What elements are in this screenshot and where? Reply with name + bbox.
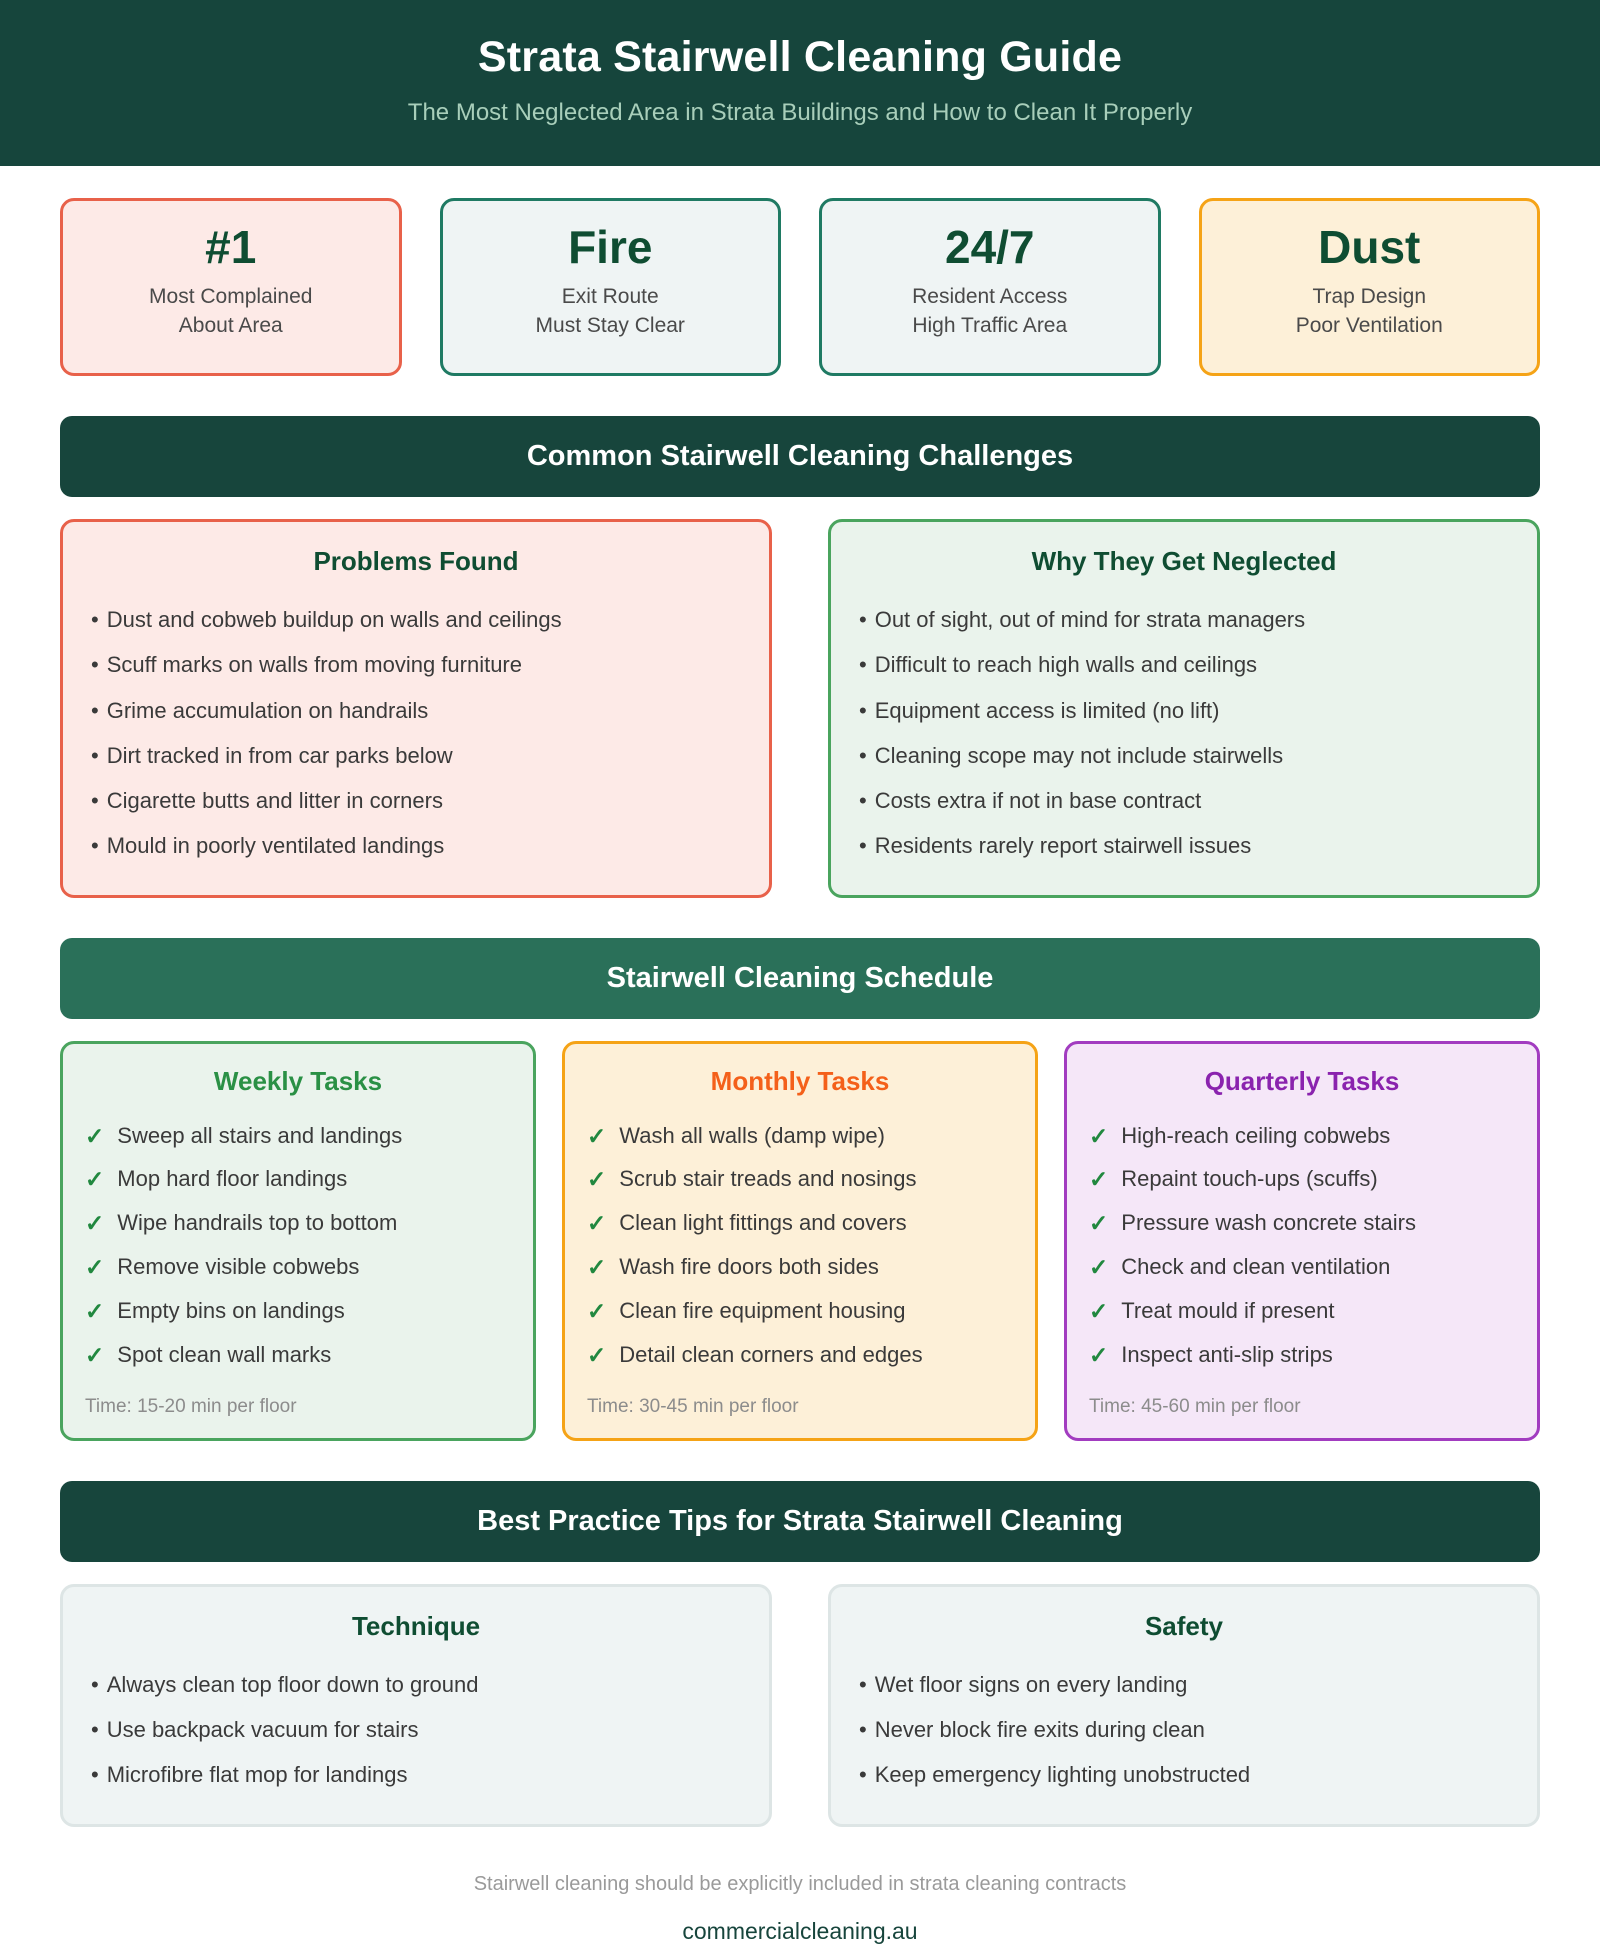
list-item <box>85 1115 511 1159</box>
footer-brand: commercialcleaning.au <box>682 1917 918 1944</box>
bullet-icon: • <box>859 607 867 633</box>
list-item-label: Use backpack vacuum for stairs <box>106 1717 419 1743</box>
task-card-quarterly <box>1064 1041 1540 1441</box>
panel-why-neglected <box>828 519 1540 897</box>
list-item-label: Equipment access is limited (no lift) <box>874 697 1220 723</box>
list-item <box>89 823 743 868</box>
check-icon: ✓ <box>85 1254 105 1281</box>
stat-caption-line-2: Must Stay Clear <box>535 313 685 337</box>
check-icon: ✓ <box>85 1341 105 1368</box>
check-icon: ✓ <box>587 1341 607 1368</box>
task-time-estimate: Time: 45-60 min per floor <box>1089 1395 1301 1417</box>
stat-caption-line-1: Most Complained <box>149 284 313 308</box>
list-item-label: Pressure wash concrete stairs <box>1121 1210 1416 1236</box>
list-item-label: Keep emergency lighting unobstructed <box>874 1762 1251 1788</box>
quarterly-task-list <box>1089 1115 1515 1378</box>
panel-technique <box>60 1584 772 1827</box>
list-item <box>587 1290 1013 1334</box>
list-item-label: Clean light fittings and covers <box>619 1210 907 1236</box>
list-item <box>857 597 1511 642</box>
list-item-label: Wipe handrails top to bottom <box>117 1210 398 1236</box>
technique-list <box>89 1662 743 1798</box>
list-item <box>857 1707 1511 1752</box>
bullet-icon: • <box>859 1717 867 1743</box>
list-item-label: Detail clean corners and edges <box>619 1341 923 1367</box>
check-icon: ✓ <box>1089 1341 1109 1368</box>
bullet-icon: • <box>859 833 867 859</box>
check-icon: ✓ <box>1089 1254 1109 1281</box>
list-item <box>85 1202 511 1246</box>
list-item <box>587 1334 1013 1378</box>
weekly-task-list <box>85 1115 511 1378</box>
list-item <box>85 1334 511 1378</box>
check-icon: ✓ <box>85 1166 105 1193</box>
list-item <box>1089 1158 1515 1202</box>
task-card-title: Monthly Tasks <box>710 1065 890 1096</box>
bullet-icon: • <box>859 1671 867 1697</box>
panel-problems-found <box>60 519 772 897</box>
list-item-label: Costs extra if not in base contract <box>874 788 1202 814</box>
bullet-icon: • <box>91 697 99 723</box>
task-time-estimate: Time: 30-45 min per floor <box>587 1395 799 1417</box>
stat-caption-line-2: About Area <box>178 313 283 337</box>
bullet-icon: • <box>91 1762 99 1788</box>
check-icon: ✓ <box>587 1254 607 1281</box>
list-item-label: Cleaning scope may not include stairwells <box>874 742 1284 768</box>
list-item <box>857 733 1511 778</box>
list-item-label: Wash all walls (damp wipe) <box>619 1122 885 1148</box>
bullet-icon: • <box>91 1671 99 1697</box>
list-item-label: Dust and cobweb buildup on walls and ceilings <box>106 607 562 633</box>
bullet-icon: • <box>91 652 99 678</box>
task-card-monthly <box>562 1041 1038 1441</box>
footer-note: Stairwell cleaning should be explicitly included in strata cleaning contracts <box>473 1872 1127 1895</box>
panel-title: Why They Get Neglected <box>1031 546 1337 577</box>
bullet-icon: • <box>859 788 867 814</box>
list-item <box>587 1202 1013 1246</box>
list-item-label: Scuff marks on walls from moving furniture <box>106 652 522 678</box>
challenges-panels <box>0 497 1600 897</box>
page-title: Strata Stairwell Cleaning Guide <box>477 33 1123 81</box>
list-item-label: Clean fire equipment housing <box>619 1298 906 1324</box>
stat-caption-line-1: Resident Access <box>912 284 1068 308</box>
check-icon: ✓ <box>587 1210 607 1237</box>
bullet-icon: • <box>91 833 99 859</box>
list-item-label: Spot clean wall marks <box>117 1341 332 1367</box>
bullet-icon: • <box>91 607 99 633</box>
stat-caption <box>832 283 1148 341</box>
list-item <box>89 778 743 823</box>
stat-card-resident-access <box>819 198 1161 376</box>
list-item-label: Cigarette butts and litter in corners <box>106 788 443 814</box>
stat-card-row <box>0 166 1600 376</box>
task-card-title: Weekly Tasks <box>213 1065 383 1096</box>
section-banner-challenges: Common Stairwell Cleaning Challenges <box>60 416 1540 497</box>
section-banner-best-practice: Best Practice Tips for Strata Stairwell Cleaning <box>60 1481 1540 1562</box>
panel-title: Problems Found <box>313 546 519 577</box>
check-icon: ✓ <box>587 1166 607 1193</box>
list-item <box>1089 1246 1515 1290</box>
list-item-label: Treat mould if present <box>1121 1298 1335 1324</box>
task-time-estimate: Time: 15-20 min per floor <box>85 1395 297 1417</box>
list-item-label: Remove visible cobwebs <box>117 1254 360 1280</box>
stat-card-dust-trap <box>1199 198 1541 376</box>
list-item <box>1089 1334 1515 1378</box>
list-item-label: Check and clean ventilation <box>1121 1254 1391 1280</box>
list-item <box>857 1752 1511 1797</box>
list-item <box>89 733 743 778</box>
list-item-label: Difficult to reach high walls and ceilings <box>874 652 1258 678</box>
list-item-label: Sweep all stairs and landings <box>117 1122 403 1148</box>
list-item <box>89 597 743 642</box>
list-item <box>857 778 1511 823</box>
list-item-label: Grime accumulation on handrails <box>106 697 429 723</box>
list-item <box>1089 1290 1515 1334</box>
task-card-title: Quarterly Tasks <box>1204 1065 1400 1096</box>
panel-title: Technique <box>351 1610 481 1641</box>
check-icon: ✓ <box>1089 1298 1109 1325</box>
check-icon: ✓ <box>85 1298 105 1325</box>
stat-caption <box>1212 283 1528 341</box>
list-item-label: Dirt tracked in from car parks below <box>106 742 453 768</box>
stat-caption-line-2: Poor Ventilation <box>1295 313 1443 337</box>
schedule-cards <box>0 1019 1600 1441</box>
list-item <box>89 642 743 687</box>
safety-list <box>857 1662 1511 1798</box>
stat-card-most-complained <box>60 198 402 376</box>
list-item-label: Mould in poorly ventilated landings <box>106 833 445 859</box>
neglected-list <box>857 597 1511 868</box>
list-item-label: Wet floor signs on every landing <box>874 1671 1188 1697</box>
panel-safety <box>828 1584 1540 1827</box>
page-footer <box>0 1827 1600 1945</box>
check-icon: ✓ <box>587 1298 607 1325</box>
list-item-label: Residents rarely report stairwell issues <box>874 833 1252 859</box>
list-item-label: Wash fire doors both sides <box>619 1254 879 1280</box>
list-item <box>89 1752 743 1797</box>
list-item-label: Microfibre flat mop for landings <box>106 1762 408 1788</box>
panel-title: Safety <box>1144 1610 1224 1641</box>
stat-caption <box>453 283 769 341</box>
stat-caption-line-1: Exit Route <box>561 284 659 308</box>
bullet-icon: • <box>91 788 99 814</box>
list-item-label: Always clean top floor down to ground <box>106 1671 479 1697</box>
check-icon: ✓ <box>85 1210 105 1237</box>
bullet-icon: • <box>859 1762 867 1788</box>
list-item <box>85 1290 511 1334</box>
stat-value: Dust <box>1318 221 1421 274</box>
list-item <box>89 1707 743 1752</box>
list-item <box>857 1662 1511 1707</box>
monthly-task-list <box>587 1115 1013 1378</box>
stat-caption-line-2: High Traffic Area <box>912 313 1068 337</box>
bullet-icon: • <box>91 742 99 768</box>
stat-value: 24/7 <box>944 221 1035 274</box>
list-item-label: High-reach ceiling cobwebs <box>1121 1122 1391 1148</box>
check-icon: ✓ <box>85 1122 105 1149</box>
list-item <box>857 688 1511 733</box>
list-item-label: Mop hard floor landings <box>117 1166 348 1192</box>
list-item-label: Inspect anti-slip strips <box>1121 1341 1333 1367</box>
bullet-icon: • <box>859 652 867 678</box>
stat-value: Fire <box>568 221 653 274</box>
list-item <box>1089 1202 1515 1246</box>
page-header <box>0 0 1600 166</box>
stat-caption <box>73 283 389 341</box>
list-item <box>85 1158 511 1202</box>
list-item <box>85 1246 511 1290</box>
list-item <box>89 688 743 733</box>
best-practice-panels <box>0 1562 1600 1827</box>
check-icon: ✓ <box>1089 1166 1109 1193</box>
list-item-label: Never block fire exits during clean <box>874 1717 1205 1743</box>
list-item <box>89 1662 743 1707</box>
list-item <box>587 1115 1013 1159</box>
list-item-label: Repaint touch-ups (scuffs) <box>1121 1166 1378 1192</box>
section-banner-schedule: Stairwell Cleaning Schedule <box>60 938 1540 1019</box>
list-item-label: Scrub stair treads and nosings <box>619 1166 917 1192</box>
list-item <box>857 642 1511 687</box>
task-card-weekly <box>60 1041 536 1441</box>
list-item <box>1089 1115 1515 1159</box>
stat-card-fire-exit <box>440 198 782 376</box>
bullet-icon: • <box>859 697 867 723</box>
stat-caption-line-1: Trap Design <box>1312 284 1427 308</box>
list-item <box>857 823 1511 868</box>
bullet-icon: • <box>859 742 867 768</box>
list-item <box>587 1158 1013 1202</box>
stat-value: #1 <box>205 221 257 274</box>
check-icon: ✓ <box>1089 1210 1109 1237</box>
list-item-label: Out of sight, out of mind for strata managers <box>874 607 1306 633</box>
check-icon: ✓ <box>587 1122 607 1149</box>
check-icon: ✓ <box>1089 1122 1109 1149</box>
problems-list <box>89 597 743 868</box>
list-item-label: Empty bins on landings <box>117 1298 345 1324</box>
list-item <box>587 1246 1013 1290</box>
page-subtitle: The Most Neglected Area in Strata Buildings and How to Clean It Properly <box>407 99 1193 127</box>
bullet-icon: • <box>91 1717 99 1743</box>
